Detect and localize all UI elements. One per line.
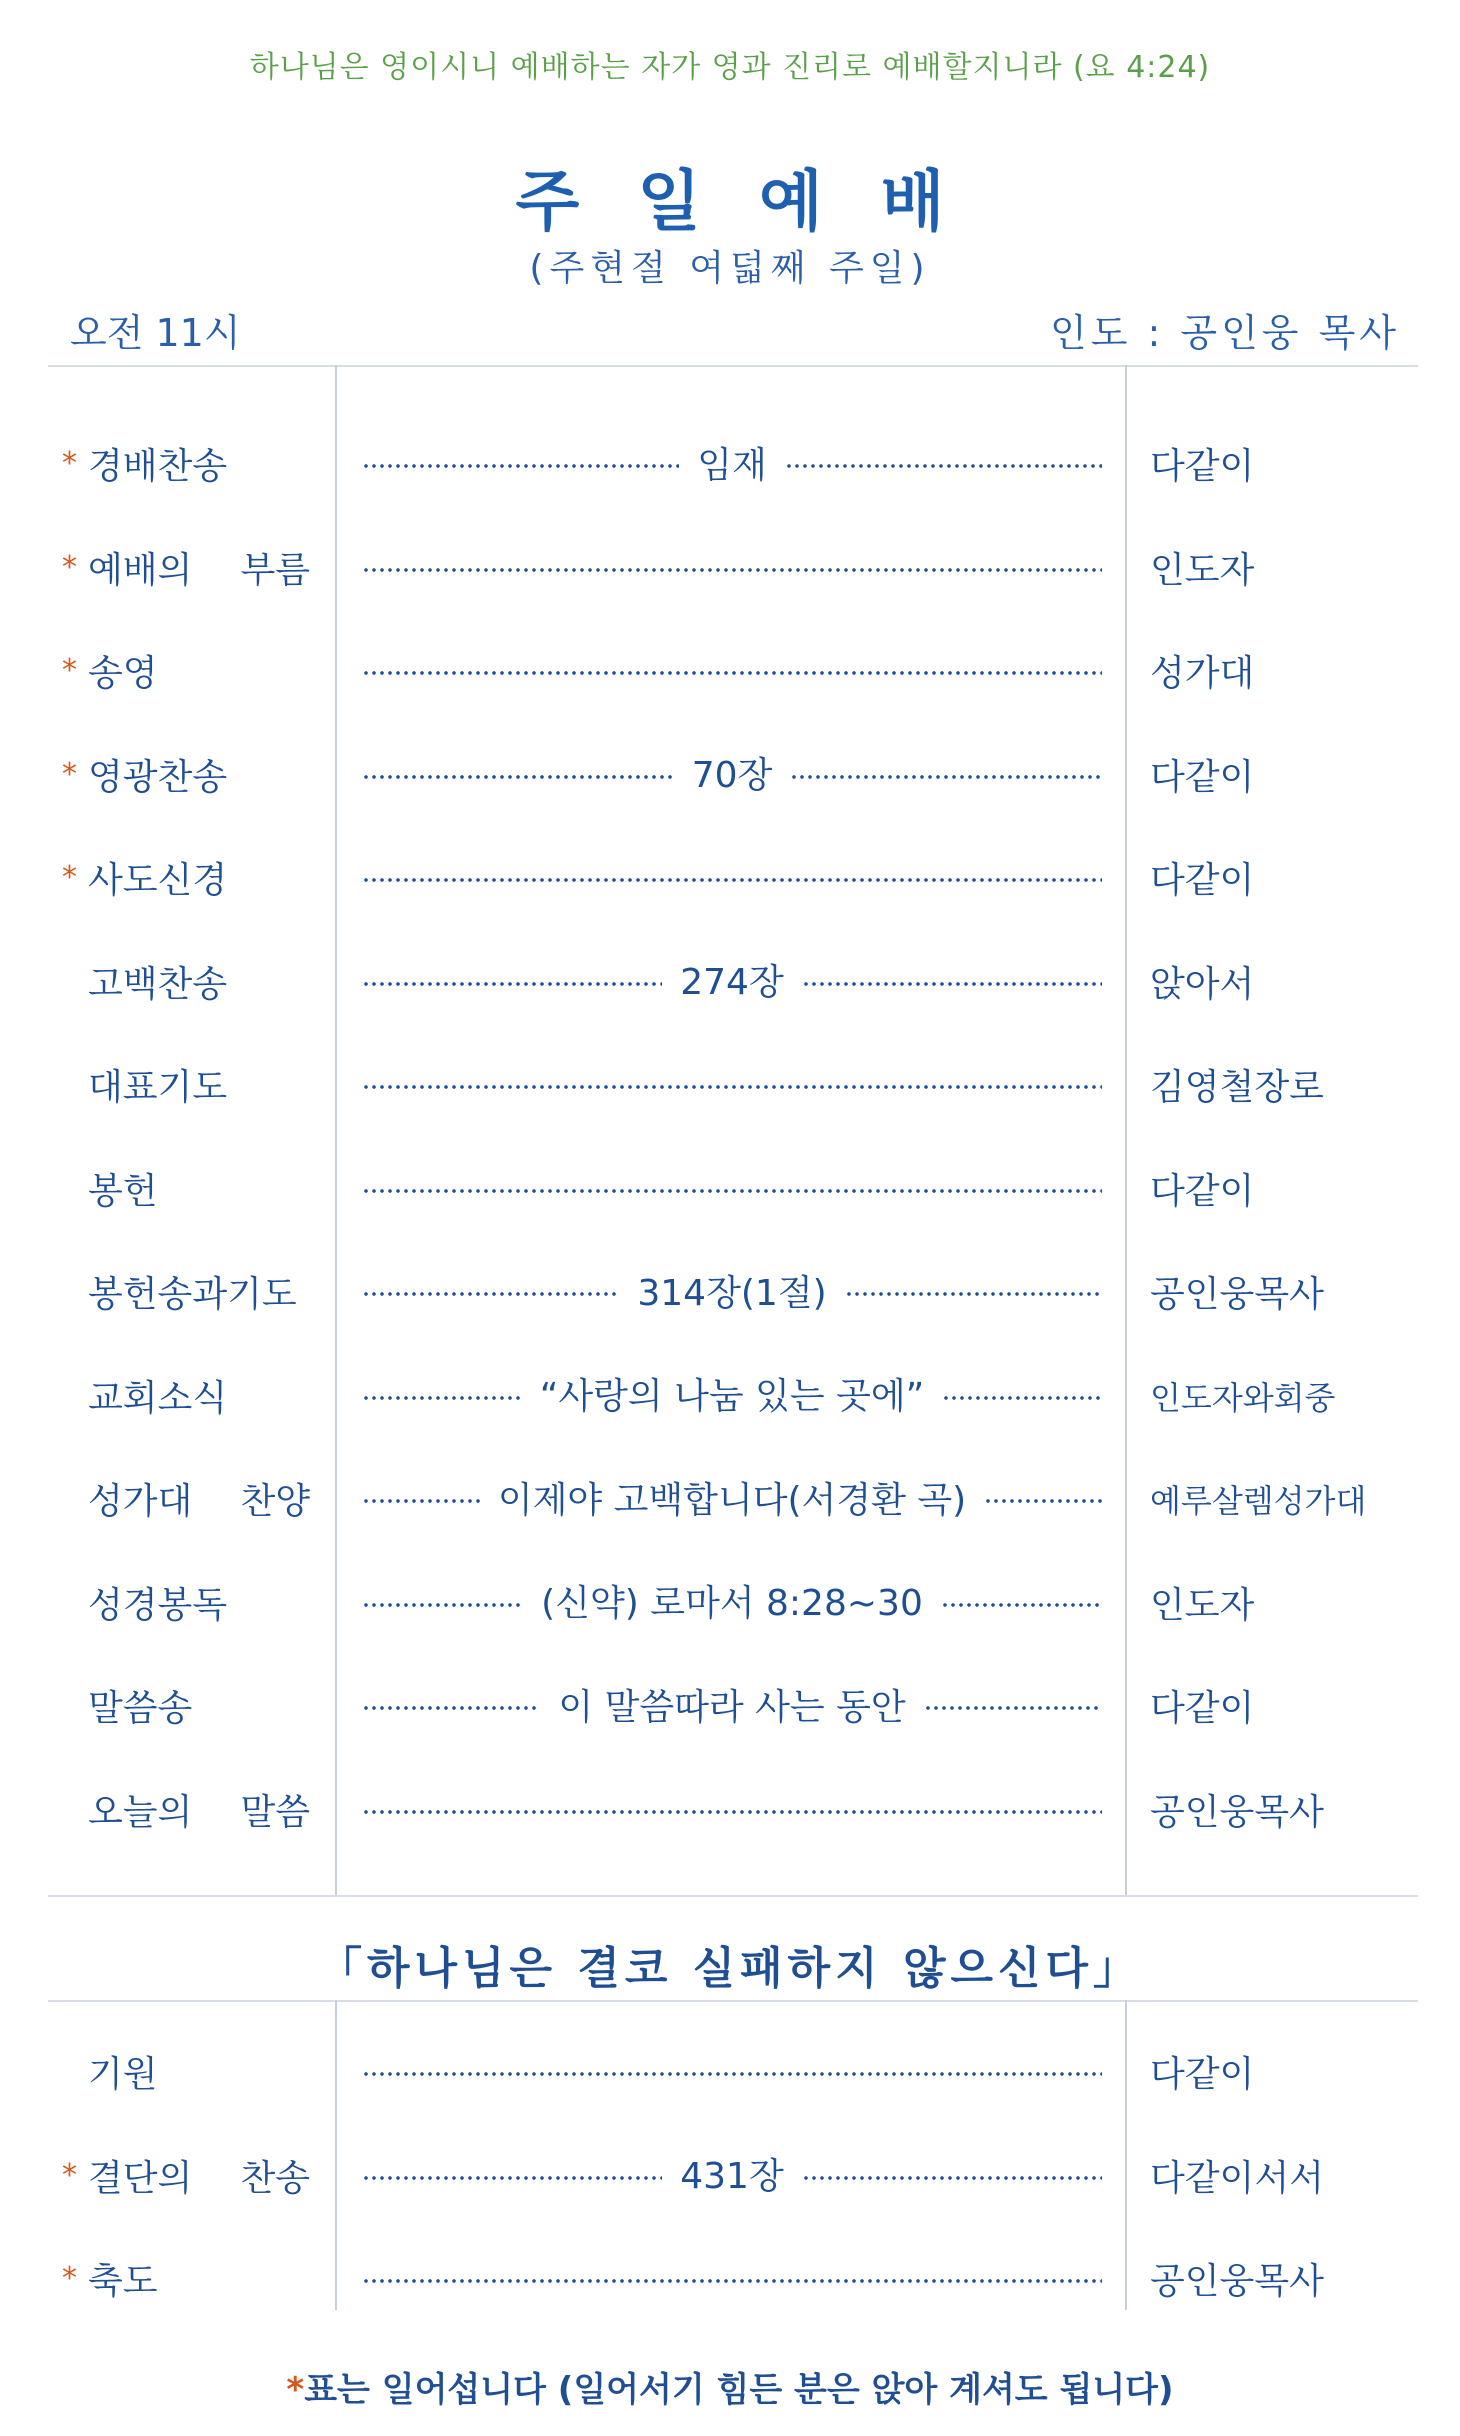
item-performer: 김영철장로 [1150, 1067, 1324, 1108]
footnote [0, 2362, 1460, 2411]
dot-leader [845, 1292, 1102, 1296]
dot-leader [362, 464, 679, 468]
item-performer: 인도자 [1150, 1584, 1255, 1626]
item-performer: 다같이 [1150, 1170, 1255, 1212]
item-detail-leader [362, 1364, 1102, 1424]
item-performer: 성가대 [1150, 653, 1255, 694]
standing-marker: * [62, 860, 77, 895]
worship-item [0, 1053, 1460, 1113]
page-title: 주일예배 [515, 163, 1003, 240]
item-name: 성경봉독 [88, 1584, 228, 1626]
standing-marker: * [62, 549, 77, 585]
item-detail-leader [362, 1053, 1102, 1113]
worship-item [0, 743, 1460, 803]
item-name: 봉헌 [88, 1170, 158, 1212]
item-performer: 다같이 [1150, 1688, 1255, 1729]
item-name: 영광찬송 [88, 756, 228, 798]
footnote-text: 표는 일어섭니다 (일어서기 힘든 분은 앉아 계셔도 됩니다) [304, 2370, 1174, 2410]
item-performer: 다같이 [1150, 446, 1255, 487]
worship-item [0, 2144, 1460, 2204]
item-detail: 이제야 고백합니다(서경환 곡) [497, 1479, 967, 1521]
item-detail-leader [362, 1778, 1102, 1838]
dot-leader [362, 1603, 523, 1607]
dot-leader [362, 568, 1102, 572]
sermon-divider-bottom [48, 2000, 1418, 2002]
item-detail: 314장(1절) [637, 1272, 827, 1314]
item-performer: 예루살렘성가대 [1150, 1482, 1367, 1520]
dot-leader [362, 1706, 540, 1710]
item-detail-leader [362, 432, 1102, 492]
worship-item [0, 2040, 1460, 2100]
item-performer: 다같이서서 [1150, 2157, 1324, 2199]
item-detail-leader [362, 2247, 1102, 2307]
page-subtitle: (주현절 여덟째 주일) [529, 248, 931, 289]
item-performer: 공인웅목사 [1150, 1791, 1324, 1833]
item-performer: 공인웅목사 [1150, 2261, 1324, 2302]
item-detail: 이 말씀따라 사는 동안 [558, 1686, 906, 1728]
item-performer: 다같이 [1150, 2054, 1255, 2095]
item-name: 결단의 찬송 [88, 2157, 310, 2199]
dot-leader [362, 982, 662, 986]
item-name: 봉헌송과기도 [88, 1274, 297, 1315]
item-detail-leader [362, 1467, 1102, 1527]
service-leader: 인도 : 공인웅 목사 [1050, 311, 1400, 355]
worship-item [0, 536, 1460, 596]
epigraph: 하나님은 영이시니 예배하는 자가 영과 진리로 예배할지니라 (요 4:24) [249, 50, 1211, 85]
dot-leader [942, 1396, 1102, 1400]
dot-leader [802, 2176, 1102, 2180]
item-detail-leader [362, 2144, 1102, 2204]
dot-leader [362, 1810, 1102, 1814]
worship-item [0, 1364, 1460, 1424]
worship-item [0, 846, 1460, 906]
dot-leader [802, 982, 1102, 986]
worship-item [0, 2247, 1460, 2307]
standing-marker: * [62, 446, 77, 481]
item-name: 기원 [88, 2054, 158, 2095]
item-name: 성가대 찬양 [88, 1481, 310, 1522]
dot-leader [362, 775, 674, 779]
dot-leader [785, 464, 1102, 468]
worship-item [0, 1571, 1460, 1631]
item-name: 축도 [88, 2261, 158, 2302]
item-performer: 공인웅목사 [1150, 1274, 1324, 1315]
item-name: 사도신경 [88, 860, 228, 901]
item-detail-leader [362, 950, 1102, 1010]
item-name: 말씀송 [88, 1688, 193, 1729]
item-performer: 인도자와회중 [1150, 1378, 1336, 1417]
item-performer: 다같이 [1150, 756, 1255, 798]
worship-item [0, 639, 1460, 699]
service-time: 오전 11시 [70, 311, 241, 355]
item-detail-leader [362, 1157, 1102, 1217]
star-marker-footnote: * [286, 2370, 305, 2410]
item-detail-leader [362, 639, 1102, 699]
dot-leader [362, 1085, 1102, 1089]
item-detail-leader [362, 743, 1102, 803]
item-detail: 70장 [691, 755, 773, 796]
standing-marker: * [62, 653, 77, 688]
item-detail-leader [362, 2040, 1102, 2100]
item-detail-leader [362, 846, 1102, 906]
item-name: 오늘의 말씀 [88, 1791, 310, 1833]
dot-leader [790, 775, 1102, 779]
dot-leader [984, 1499, 1102, 1503]
worship-item [0, 1467, 1460, 1527]
sermon-title: 「하나님은 결코 실패하지 않으신다」 [317, 1943, 1142, 1994]
header-divider [48, 365, 1418, 367]
dot-leader [362, 2176, 662, 2180]
item-performer: 인도자 [1150, 549, 1255, 591]
dot-leader [362, 2072, 1102, 2076]
worship-item [0, 1674, 1460, 1734]
dot-leader [362, 878, 1102, 882]
item-detail: 274장 [680, 962, 784, 1003]
item-name: 예배의 부름 [88, 549, 310, 591]
item-detail-leader [362, 1571, 1102, 1631]
item-name: 교회소식 [88, 1377, 228, 1419]
dot-leader [362, 1189, 1102, 1193]
dot-leader [924, 1706, 1102, 1710]
item-detail-leader [362, 1260, 1102, 1320]
sermon-divider-top [48, 1895, 1418, 1897]
item-name: 송영 [88, 653, 158, 694]
item-detail: 임재 [697, 444, 767, 486]
worship-item [0, 1157, 1460, 1217]
worship-item [0, 1260, 1460, 1320]
worship-item [0, 950, 1460, 1010]
item-name: 대표기도 [88, 1067, 228, 1108]
worship-item [0, 1778, 1460, 1838]
item-detail-leader [362, 1674, 1102, 1734]
dot-leader [362, 671, 1102, 675]
dot-leader [362, 1292, 619, 1296]
item-detail: “사랑의 나눔 있는 곳에” [539, 1376, 925, 1417]
item-detail-leader [362, 536, 1102, 596]
worship-item [0, 432, 1460, 492]
item-performer: 다같이 [1150, 860, 1255, 901]
standing-marker: * [62, 756, 77, 792]
standing-marker: * [62, 2157, 77, 2193]
item-detail: (신약) 로마서 8:28~30 [541, 1583, 923, 1624]
dot-leader [362, 2279, 1102, 2283]
item-detail: 431장 [680, 2156, 784, 2197]
item-name: 경배찬송 [88, 446, 228, 487]
item-performer: 앉아서 [1150, 963, 1255, 1005]
standing-marker: * [62, 2261, 77, 2296]
dot-leader [362, 1499, 480, 1503]
dot-leader [941, 1603, 1102, 1607]
dot-leader [362, 1396, 522, 1400]
item-name: 고백찬송 [88, 963, 228, 1005]
